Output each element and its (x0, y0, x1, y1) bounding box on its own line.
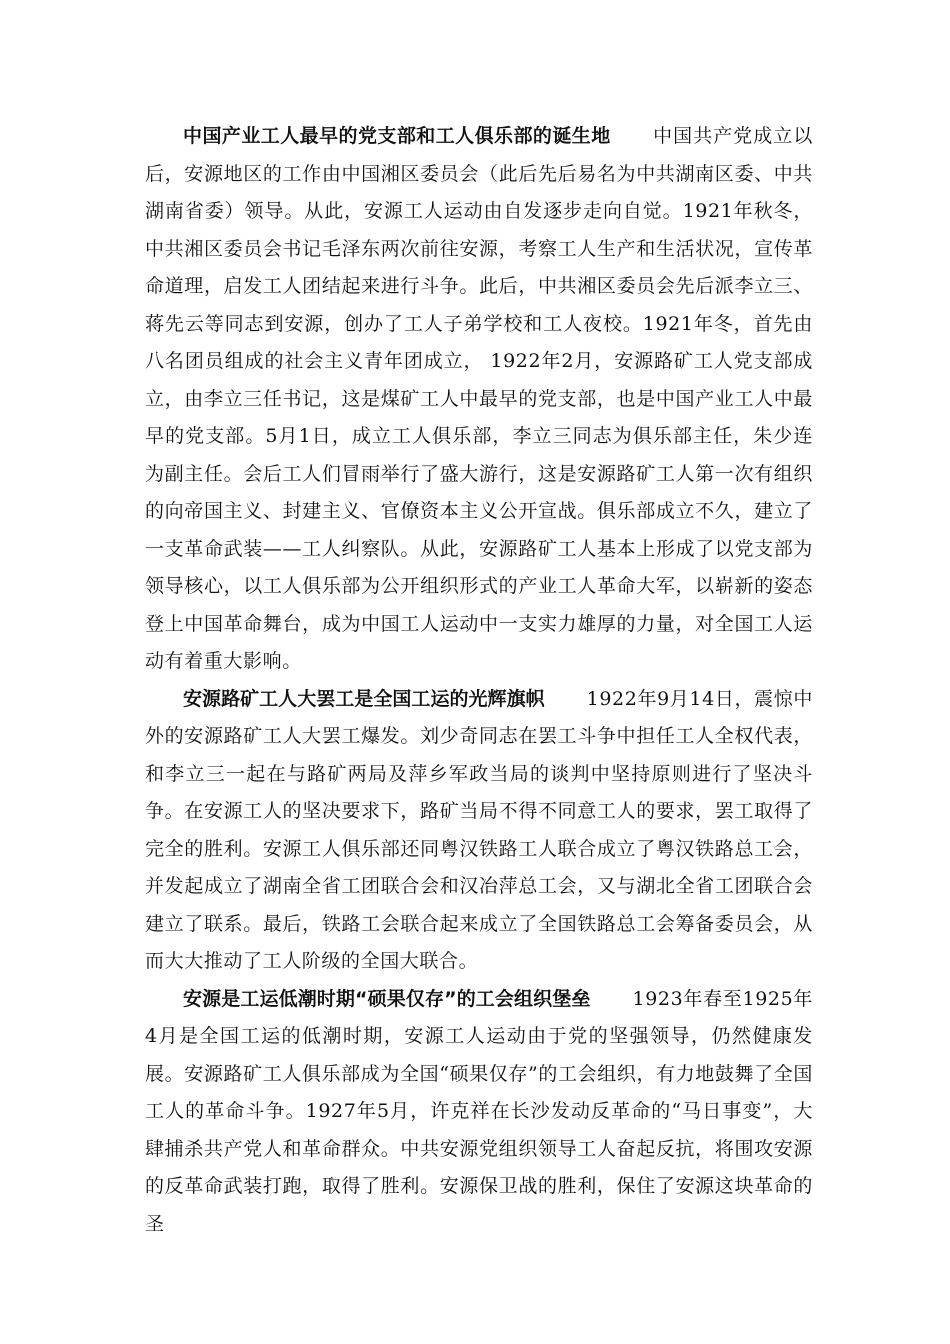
section-paragraph-3 (145, 981, 813, 1244)
section-heading-2: 安源路矿工人大罢工是全国工运的光辉旗帜 (183, 687, 545, 710)
section-paragraph-1 (145, 118, 813, 681)
section-body-3: 1923年春至1925年4月是全国工运的低潮时期，安源工人运动由于党的坚强领导，仍然健康发展。安源路矿工人俱乐部成为全国“硕果仅存”的工会组织，有力地鼓舞了全国工人的革命斗争。1927年5月，许克祥在长沙发动反革命的“马日事变”，大肆捕杀共产党人和革命群众。中共安源党组织领导工人奋起反抗，将围攻安源的反革命武装打跑，取得了胜利。安源保卫战的胜利，保住了安源这块革命的圣 (145, 987, 813, 1235)
section-paragraph-2 (145, 681, 813, 981)
section-heading-1: 中国产业工人最早的党支部和工人俱乐部的诞生地 (183, 125, 611, 147)
section-body-1: 中国共产党成立以后，安源地区的工作由中国湘区委员会（此后先后易名为中共湖南区委、中共湖南省委）领导。从此，安源工人运动由自发逐步走向自觉。1921年秋冬，中共湘区委员会书记毛泽东两次前往安源，考察工人生产和生活状况，宣传革命道理，启发工人团结起来进行斗争。此后，中共湘区委员会先后派李立三、蒋先云等同志到安源，创办了工人子弟学校和工人夜校。1921年冬，首先由八名团员组成的社会主义青年团成立， 1922年2月，安源路矿工人党支部成立，由李立三任书记，这是煤矿工人中最早的党支部，也是中国产业工人中最早的党支部。5月1日，成立工人俱乐部，李立三同志为俱乐部主任，朱少连为副主任。会后工人们冒雨举行了盛大游行，这是安源路矿工人第一次有组织的向帝国主义、封建主义、官僚资本主义公开宣战。俱乐部成立不久，建立了一支革命武装——工人纠察队。从此，安源路矿工人基本上形成了以党支部为领导核心，以工人俱乐部为公开组织形式的产业工人革命大军，以崭新的姿态登上中国革命舞台，成为中国工人运动中一支实力雄厚的力量，对全国工人运动有着重大影响。 (145, 125, 813, 672)
section-body-2: 1922年9月14日，震惊中外的安源路矿工人大罢工爆发。刘少奇同志在罢工斗争中担任工人全权代表，和李立三一起在与路矿两局及萍乡军政当局的谈判中坚持原则进行了坚决斗争。在安源工人的坚决要求下，路矿当局不得不同意工人的要求，罢工取得了完全的胜利。安源工人俱乐部还同粤汉铁路工人联合成立了粤汉铁路总工会，并发起成立了湖南全省工团联合会和汉冶萍总工会，又与湖北全省工团联合会建立了联系。最后，铁路工会联合起来成立了全国铁路总工会筹备委员会，从而大大推动了工人阶级的全国大联合。 (145, 687, 813, 972)
document-page (145, 118, 813, 1243)
section-heading-3: 安源是工运低潮时期“硕果仅存”的工会组织堡垒 (183, 987, 591, 1010)
